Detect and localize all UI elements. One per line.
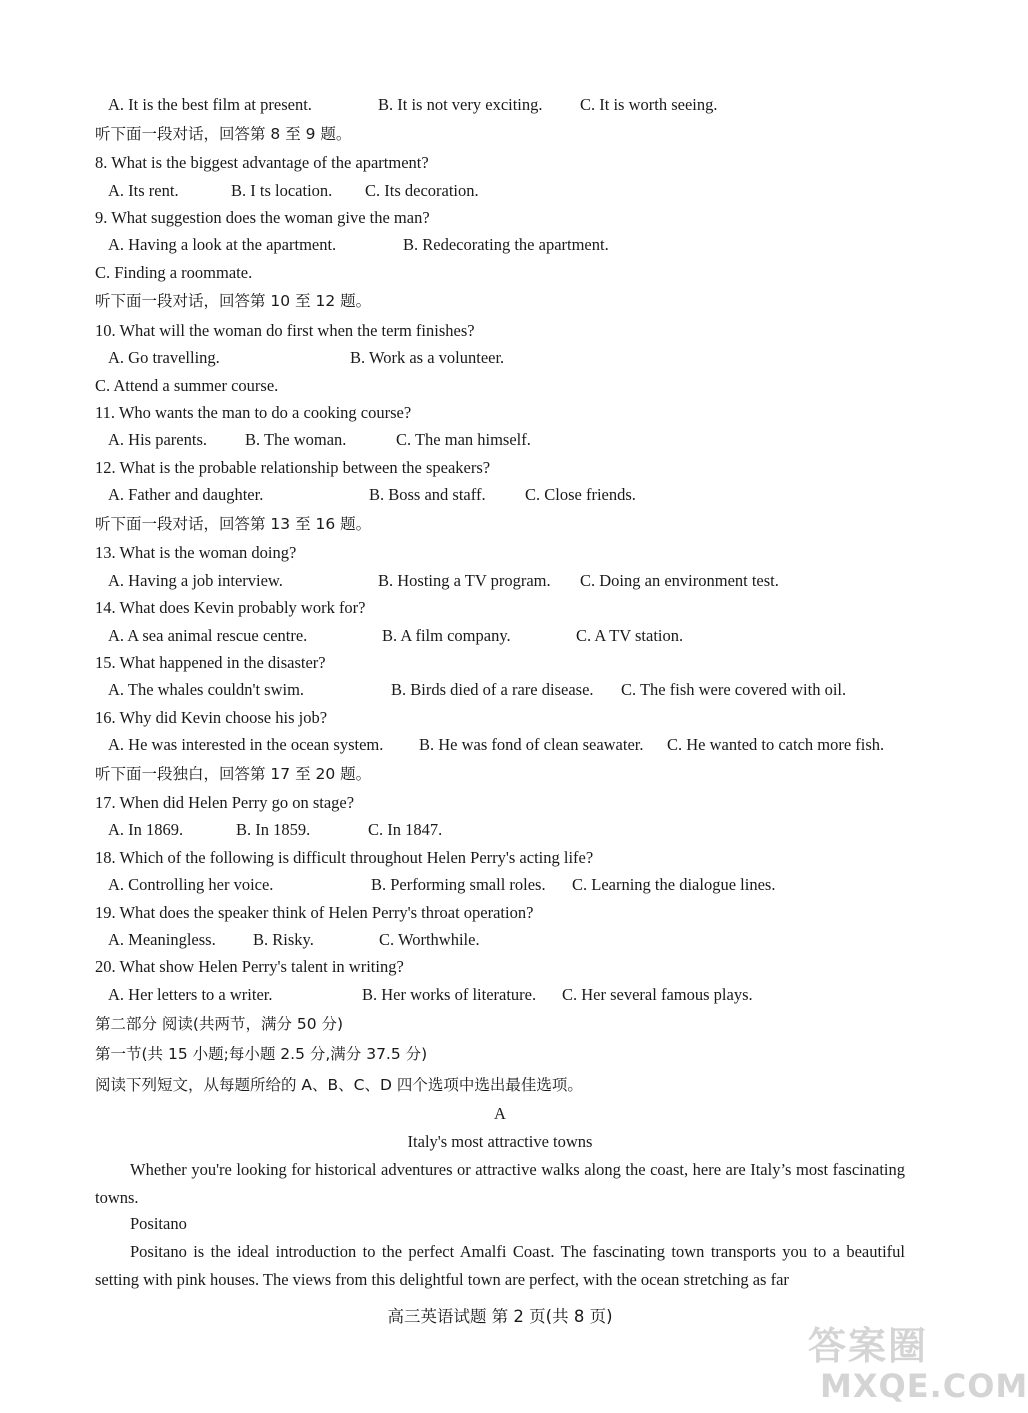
q7-option-b: B. It is not very exciting. [378, 95, 543, 114]
q15-stem: 15. What happened in the disaster? [95, 653, 326, 672]
q20-option-c: C. Her several famous plays. [562, 985, 753, 1004]
q13-option-a: A. Having a job interview. [108, 571, 283, 590]
q17-stem: 17. When did Helen Perry go on stage? [95, 793, 355, 812]
q10-option-c: C. Attend a summer course. [95, 376, 279, 395]
passage-subheading: Positano [130, 1214, 187, 1233]
section-instruction-10-12: 听下面一段对话，回答第 10 至 12 题。 [95, 292, 372, 310]
watermark [790, 1315, 1028, 1410]
q20-stem: 20. What show Helen Perry's talent in writing? [95, 957, 404, 976]
q15-option-c: C. The fish were covered with oil. [621, 680, 847, 699]
q17-option-c: C. In 1847. [368, 820, 443, 839]
q19-option-b: B. Risky. [253, 930, 314, 949]
passage-title: Italy's most attractive towns [407, 1132, 593, 1151]
q7-option-c: C. It is worth seeing. [580, 95, 718, 114]
q13-option-c: C. Doing an environment test. [580, 571, 779, 590]
q10-stem: 10. What will the woman do first when the term finishes? [95, 321, 475, 340]
q17-option-a: A. In 1869. [108, 820, 184, 839]
q15-option-b: B. Birds died of a rare disease. [391, 680, 594, 699]
q7-option-a: A. It is the best film at present. [108, 95, 312, 114]
q16-option-c: C. He wanted to catch more fish. [667, 735, 885, 754]
watermark-logo: 答案圈 [808, 1324, 929, 1368]
q16-option-b: B. He was fond of clean seawater. [419, 735, 644, 754]
q19-option-c: C. Worthwhile. [379, 930, 480, 949]
q18-option-c: C. Learning the dialogue lines. [572, 875, 776, 894]
q11-option-a: A. His parents. [108, 430, 207, 449]
q11-option-c: C. The man himself. [396, 430, 531, 449]
q20-option-b: B. Her works of literature. [362, 985, 537, 1004]
q8-option-c: C. Its decoration. [365, 181, 479, 200]
passage-intro: Whether you're looking for historical adventures or attractive walks along the coast, here are Italy’s most fascinating towns. [95, 1160, 905, 1207]
q14-option-b: B. A film company. [382, 626, 511, 645]
page-footer: 高三英语试题 第 2 页(共 8 页) [387, 1307, 613, 1326]
q20-option-a: A. Her letters to a writer. [108, 985, 273, 1004]
q13-option-b: B. Hosting a TV program. [378, 571, 551, 590]
passage-paragraph-1: Positano is the ideal introduction to the perfect Amalfi Coast. The fascinating town transports you to a beautiful setting with pink houses. The views from this delightful town are perfect, with the ocean stretching as far [95, 1242, 905, 1289]
part2-section1-title: 第一节(共 15 小题;每小题 2.5 分,满分 37.5 分) [95, 1045, 428, 1063]
q9-option-a: A. Having a look at the apartment. [108, 235, 337, 254]
section-instruction-8-9: 听下面一段对话，回答第 8 至 9 题。 [95, 125, 352, 143]
q10-option-a: A. Go travelling. [108, 348, 220, 367]
passage-letter: A [494, 1104, 506, 1123]
q14-option-c: C. A TV station. [576, 626, 684, 645]
q9-option-b: B. Redecorating the apartment. [403, 235, 609, 254]
q11-option-b: B. The woman. [245, 430, 347, 449]
q12-option-a: A. Father and daughter. [108, 485, 264, 504]
q16-stem: 16. Why did Kevin choose his job? [95, 708, 328, 727]
q12-option-b: B. Boss and staff. [369, 485, 486, 504]
q9-option-c: C. Finding a roommate. [95, 263, 253, 282]
section-instruction-13-16: 听下面一段对话，回答第 13 至 16 题。 [95, 515, 372, 533]
part2-title: 第二部分 阅读(共两节，满分 50 分) [95, 1015, 344, 1033]
q11-stem: 11. Who wants the man to do a cooking course? [95, 403, 412, 422]
q14-stem: 14. What does Kevin probably work for? [95, 598, 366, 617]
section-instruction-17-20: 听下面一段独白，回答第 17 至 20 题。 [95, 765, 372, 783]
q8-option-a: A. Its rent. [108, 181, 179, 200]
q13-stem: 13. What is the woman doing? [95, 543, 297, 562]
q18-option-b: B. Performing small roles. [371, 875, 546, 894]
q15-option-a: A. The whales couldn't swim. [108, 680, 305, 699]
q17-option-b: B. In 1859. [236, 820, 311, 839]
q19-stem: 19. What does the speaker think of Helen Perry's throat operation? [95, 903, 534, 922]
q10-option-b: B. Work as a volunteer. [350, 348, 505, 367]
q18-stem: 18. Which of the following is difficult throughout Helen Perry's acting life? [95, 848, 594, 867]
q12-option-c: C. Close friends. [525, 485, 636, 504]
q19-option-a: A. Meaningless. [108, 930, 216, 949]
q8-stem: 8. What is the biggest advantage of the apartment? [95, 153, 429, 172]
q14-option-a: A. A sea animal rescue centre. [108, 626, 308, 645]
part2-instruction: 阅读下列短文，从每题所给的 A、B、C、D 四个选项中选出最佳选项。 [95, 1076, 583, 1094]
q8-option-b: B. I ts location. [231, 181, 333, 200]
q16-option-a: A. He was interested in the ocean system. [108, 735, 384, 754]
q9-stem: 9. What suggestion does the woman give the man? [95, 208, 430, 227]
watermark-site: MXQE.COM [820, 1367, 1028, 1405]
q12-stem: 12. What is the probable relationship between the speakers? [95, 458, 491, 477]
q18-option-a: A. Controlling her voice. [108, 875, 274, 894]
